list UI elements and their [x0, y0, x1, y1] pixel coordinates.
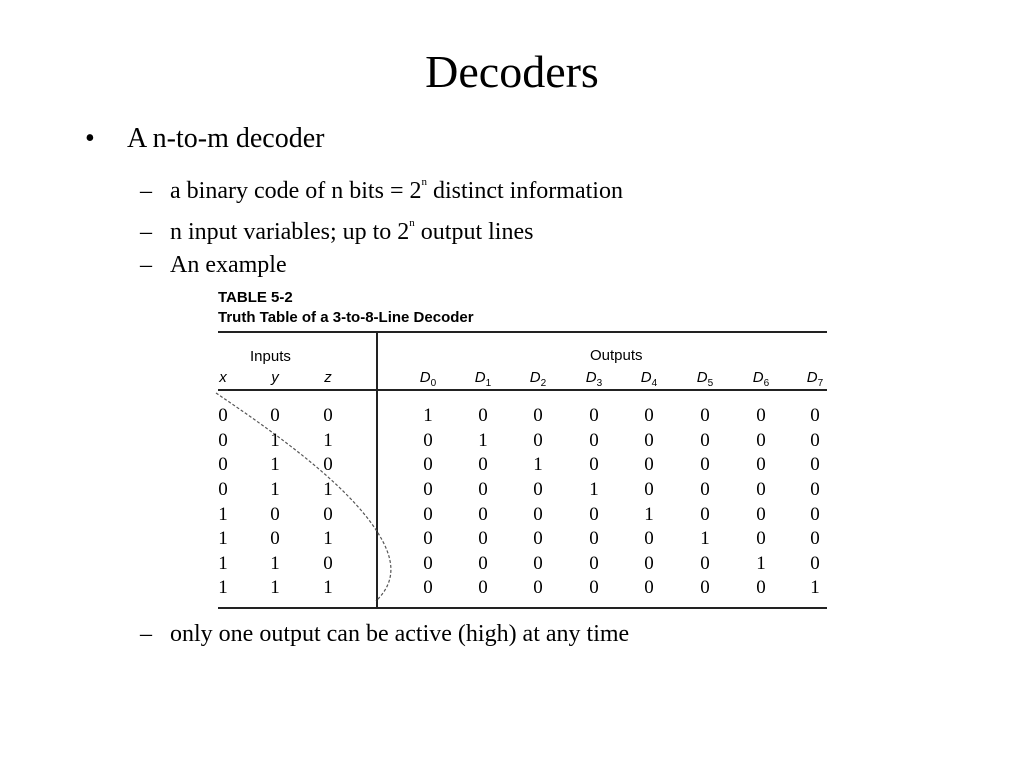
column-header-subscript: 2 — [540, 378, 547, 389]
table-cell: 0 — [270, 405, 280, 426]
table-cell: 1 — [589, 479, 599, 500]
table-cell: 1 — [810, 577, 820, 598]
table-cell: 0 — [423, 430, 433, 451]
table-cell: 0 — [810, 528, 820, 549]
table-cell: 0 — [810, 405, 820, 426]
table-cell: 1 — [323, 430, 333, 451]
column-header-d3 — [579, 369, 609, 393]
column-header-x: x — [219, 369, 227, 386]
table-cell: 0 — [323, 405, 333, 426]
table-cell: 1 — [756, 553, 766, 574]
sub-bullet-an-example — [140, 250, 287, 280]
table-label: TABLE 5-2 — [218, 289, 293, 306]
column-header-base: D — [806, 369, 818, 386]
sub-bullet-2-text-b: output lines — [414, 219, 534, 245]
table-cell: 1 — [323, 479, 333, 500]
table-cell: 0 — [478, 553, 488, 574]
table-cell: 1 — [218, 577, 228, 598]
table-cell: 0 — [533, 479, 543, 500]
table-cell: 1 — [423, 405, 433, 426]
column-header-base: D — [474, 369, 486, 386]
table-cell: 0 — [756, 577, 766, 598]
table-cell: 1 — [270, 430, 280, 451]
table-cell: 0 — [644, 430, 654, 451]
column-header-subscript: 5 — [707, 378, 714, 389]
table-cell: 0 — [700, 454, 710, 475]
table-cell: 0 — [810, 430, 820, 451]
table-cell: 0 — [756, 405, 766, 426]
table-cell: 0 — [756, 454, 766, 475]
sub-bullet-4-text: only one output can be active (high) at any time — [170, 621, 630, 647]
table-cell: 0 — [270, 504, 280, 525]
table-cell: 0 — [270, 528, 280, 549]
sub-bullet-binary-code — [140, 167, 623, 206]
table-cell: 0 — [589, 454, 599, 475]
column-header-base: D — [529, 369, 541, 386]
table-cell: 0 — [644, 553, 654, 574]
table-cell: 0 — [810, 504, 820, 525]
table-cell: 0 — [700, 553, 710, 574]
table-cell: 0 — [533, 553, 543, 574]
table-cell: 0 — [810, 454, 820, 475]
table-cell: 0 — [700, 405, 710, 426]
table-cell: 0 — [589, 430, 599, 451]
table-cell: 1 — [270, 454, 280, 475]
sub-bullet-1-text-b: distinct information — [426, 178, 623, 204]
table-cell: 1 — [323, 577, 333, 598]
bullet-text: A n-to-m decoder — [127, 123, 325, 154]
table-cell: 1 — [533, 454, 543, 475]
table-cell: 0 — [700, 577, 710, 598]
table-caption: Truth Table of a 3-to-8-Line Decoder — [218, 309, 474, 326]
bullet-n-to-m-decoder — [85, 122, 325, 156]
table-cell: 0 — [700, 504, 710, 525]
sub-bullet-3-text: An example — [170, 252, 287, 278]
dash-mark: – — [140, 219, 152, 245]
truth-table-figure — [208, 285, 833, 610]
table-cell: 0 — [478, 577, 488, 598]
table-cell: 0 — [533, 528, 543, 549]
table-cell: 0 — [218, 454, 228, 475]
column-header-subscript: 3 — [596, 378, 603, 389]
column-header-d5 — [690, 369, 720, 393]
table-cell: 0 — [700, 479, 710, 500]
column-header-base: D — [585, 369, 597, 386]
table-cell: 0 — [478, 454, 488, 475]
table-cell: 0 — [589, 405, 599, 426]
table-cell: 0 — [589, 528, 599, 549]
superscript-n: n — [409, 217, 415, 229]
table-cell: 0 — [700, 430, 710, 451]
column-header-base: D — [640, 369, 652, 386]
table-cell: 0 — [423, 479, 433, 500]
table-cell: 0 — [323, 454, 333, 475]
column-header-base: D — [752, 369, 764, 386]
table-cell: 1 — [218, 504, 228, 525]
table-cell: 0 — [478, 479, 488, 500]
column-header-d2 — [523, 369, 553, 393]
bullet-mark: • — [85, 123, 95, 154]
column-header-base: D — [696, 369, 708, 386]
table-cell: 0 — [478, 528, 488, 549]
table-cell: 0 — [218, 405, 228, 426]
table-cell: 0 — [644, 479, 654, 500]
table-cell: 0 — [478, 504, 488, 525]
sub-bullet-2-text-a: n input variables; up to 2 — [170, 219, 410, 245]
dash-mark: – — [140, 252, 152, 278]
table-cell: 0 — [589, 553, 599, 574]
table-cell: 0 — [644, 454, 654, 475]
table-cell: 1 — [644, 504, 654, 525]
column-header-subscript: 4 — [651, 378, 658, 389]
column-header-subscript: 6 — [763, 378, 770, 389]
column-header-subscript: 7 — [817, 378, 824, 389]
table-cell: 0 — [533, 405, 543, 426]
table-cell: 0 — [589, 577, 599, 598]
outputs-group-label: Outputs — [590, 347, 643, 364]
column-header-z: z — [324, 369, 332, 386]
table-cell: 0 — [756, 504, 766, 525]
table-cell: 0 — [218, 479, 228, 500]
table-cell: 0 — [423, 553, 433, 574]
table-cell: 1 — [270, 553, 280, 574]
table-cell: 0 — [423, 454, 433, 475]
sub-bullet-input-variables — [140, 208, 533, 247]
table-cell: 0 — [756, 528, 766, 549]
table-cell: 0 — [323, 553, 333, 574]
column-header-d6 — [746, 369, 776, 393]
table-cell: 0 — [644, 405, 654, 426]
column-header-y: y — [271, 369, 279, 386]
table-cell: 0 — [423, 528, 433, 549]
table-cell: 1 — [270, 577, 280, 598]
dash-mark: – — [140, 178, 152, 204]
column-header-subscript: 1 — [485, 378, 492, 389]
table-cell: 0 — [218, 430, 228, 451]
inputs-group-label: Inputs — [250, 348, 291, 365]
handwritten-curve-mark — [208, 285, 833, 610]
table-cell: 0 — [756, 430, 766, 451]
table-cell: 0 — [810, 479, 820, 500]
table-cell: 0 — [478, 405, 488, 426]
table-cell: 0 — [644, 528, 654, 549]
sub-bullet-one-output-active — [140, 619, 629, 649]
dash-mark: – — [140, 621, 152, 647]
table-cell: 0 — [323, 504, 333, 525]
table-cell: 0 — [533, 430, 543, 451]
slide-title: Decoders — [425, 46, 599, 97]
table-cell: 0 — [644, 577, 654, 598]
superscript-n: n — [421, 176, 427, 188]
column-header-d7 — [800, 369, 830, 393]
table-cell: 0 — [756, 479, 766, 500]
column-header-base: D — [419, 369, 431, 386]
table-cell: 0 — [423, 504, 433, 525]
table-cell: 1 — [270, 479, 280, 500]
table-cell: 0 — [589, 504, 599, 525]
table-cell: 0 — [533, 504, 543, 525]
column-header-d0 — [413, 369, 443, 393]
table-cell: 1 — [700, 528, 710, 549]
table-cell: 1 — [323, 528, 333, 549]
sub-bullet-1-text-a: a binary code of n bits = 2 — [170, 178, 422, 204]
table-cell: 1 — [218, 528, 228, 549]
table-cell: 0 — [423, 577, 433, 598]
column-header-d4 — [634, 369, 664, 393]
table-cell: 1 — [218, 553, 228, 574]
table-cell: 1 — [478, 430, 488, 451]
column-header-d1 — [468, 369, 498, 393]
table-cell: 0 — [533, 577, 543, 598]
table-cell: 0 — [810, 553, 820, 574]
column-header-subscript: 0 — [430, 378, 437, 389]
